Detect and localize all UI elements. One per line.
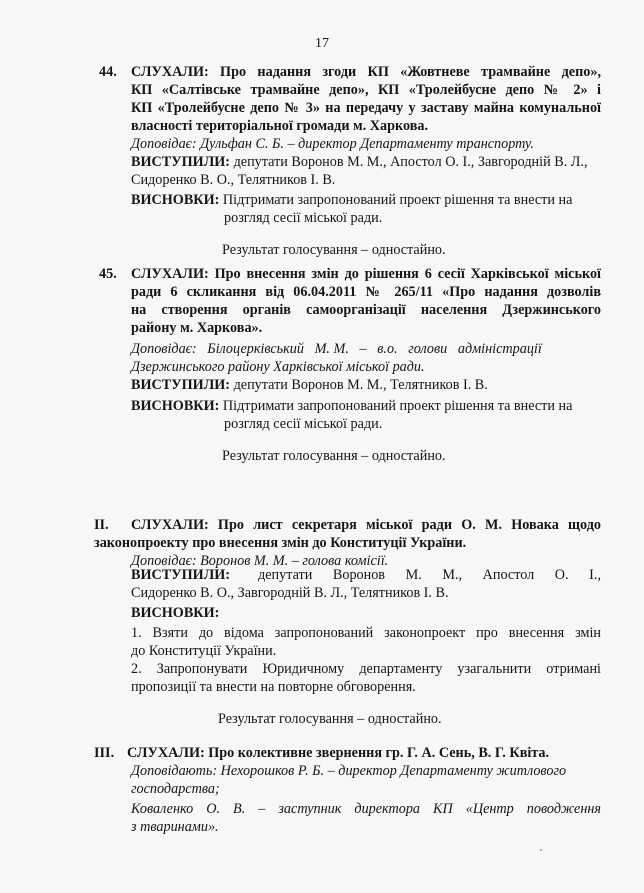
reporter-line: Доповідає: Воронов М. М. – голова комісії. xyxy=(131,553,389,569)
item-number: ІІІ. xyxy=(94,745,115,761)
item-heading-line: власності територіальної громади м. Харкова. xyxy=(131,118,429,134)
conclusions-text: Підтримати запропонований проект рішення та внести на xyxy=(219,192,573,208)
conclusions-line: розгляд сесії міської ради. xyxy=(224,416,383,432)
reporter-line: Коваленко О. В. – заступник директора КП «Центр поводження xyxy=(131,801,601,817)
item-heading-line: СЛУХАЛИ: Про колективне звернення гр. Г. А. Сень, В. Г. Квіта. xyxy=(127,745,550,761)
conclusion-item-line: до Конституції України. xyxy=(131,643,277,659)
conclusions-label: ВИСНОВКИ: xyxy=(131,605,220,621)
item-number: 45. xyxy=(99,266,117,282)
reporter-line: з тваринами». xyxy=(131,819,219,835)
conclusions-line: розгляд сесії міської ради. xyxy=(224,210,383,226)
speakers-text: депутати Воронов М. М., Апостол О. І., Завгородній В. Л., xyxy=(230,154,588,170)
item-heading-line: КП «Салтівське трамвайне депо», КП «Тролейбусне депо № 2» і xyxy=(131,82,601,98)
reporter-line: господарства; xyxy=(131,781,220,797)
item-heading-line: на створення органів самоорганізації населення Дзержинського xyxy=(131,302,601,318)
item-heading-line: СЛУХАЛИ: Про лист секретаря міської ради О. М. Новака щодо xyxy=(131,517,601,533)
conclusions-label: ВИСНОВКИ: xyxy=(131,398,220,414)
scan-speck xyxy=(540,849,542,851)
item-heading-line: законопроекту про внесення змін до Конституції України. xyxy=(94,535,467,551)
page-number: 17 xyxy=(315,36,329,51)
speakers-text: депутати Воронов М. М., Телятников І. В. xyxy=(230,377,488,393)
conclusions-text: Підтримати запропонований проект рішення та внести на xyxy=(219,398,573,414)
item-heading-line: району м. Харкова». xyxy=(131,320,263,336)
conclusion-item-line: 1. Взяти до відома запропонований законопроект про внесення змін xyxy=(131,625,601,641)
speakers-label: ВИСТУПИЛИ: xyxy=(131,567,231,583)
item-heading-line: СЛУХАЛИ: Про внесення змін до рішення 6 сесії Харківської міської xyxy=(131,266,601,282)
reporter-line: Доповідає: Білоцерківський М. М. – в.о. голови адміністрації xyxy=(131,341,542,357)
speakers-label: ВИСТУПИЛИ: xyxy=(131,377,231,393)
conclusion-item-line: 2. Запропонувати Юридичному департаменту узагальнити отримані xyxy=(131,661,601,677)
voting-result: Результат голосування – одностайно. xyxy=(222,242,446,258)
speakers-line: Сидоренко В. О., Завгородній В. Л., Телятников І. В. xyxy=(131,585,449,601)
speakers-line xyxy=(131,153,588,171)
speakers-line: Сидоренко В. О., Телятников І. В. xyxy=(131,172,336,188)
item-heading-line: ради 6 скликання від 06.04.2011 № 265/11 «Про надання дозволів xyxy=(131,284,601,300)
item-heading-line: СЛУХАЛИ: Про надання згоди КП «Жовтневе трамвайне депо», xyxy=(131,64,601,80)
reporter-line: Доповідають: Нехорошков Р. Б. – директор Департаменту житлового xyxy=(131,763,567,779)
speakers-line: депутати Воронов М. М., Апостол О. І., xyxy=(258,567,601,583)
conclusions-label: ВИСНОВКИ: xyxy=(131,192,220,208)
voting-result: Результат голосування – одностайно. xyxy=(218,711,442,727)
conclusions-line xyxy=(131,397,572,415)
item-heading-line: КП «Тролейбусне депо № 3» на передачу у заставу майна комунальної xyxy=(131,100,601,116)
reporter-line: Дзержинського району Харківської міської ради. xyxy=(131,359,425,375)
speakers-label: ВИСТУПИЛИ: xyxy=(131,154,231,170)
item-number: ІІ. xyxy=(94,517,109,533)
speakers-line xyxy=(131,376,488,394)
voting-result: Результат голосування – одностайно. xyxy=(222,448,446,464)
reporter-line: Доповідає: Дульфан С. Б. – директор Департаменту транспорту. xyxy=(131,136,534,152)
conclusion-item-line: пропозиції та внести на повторне обговорення. xyxy=(131,679,416,695)
conclusions-line xyxy=(131,191,572,209)
item-number: 44. xyxy=(99,64,117,80)
